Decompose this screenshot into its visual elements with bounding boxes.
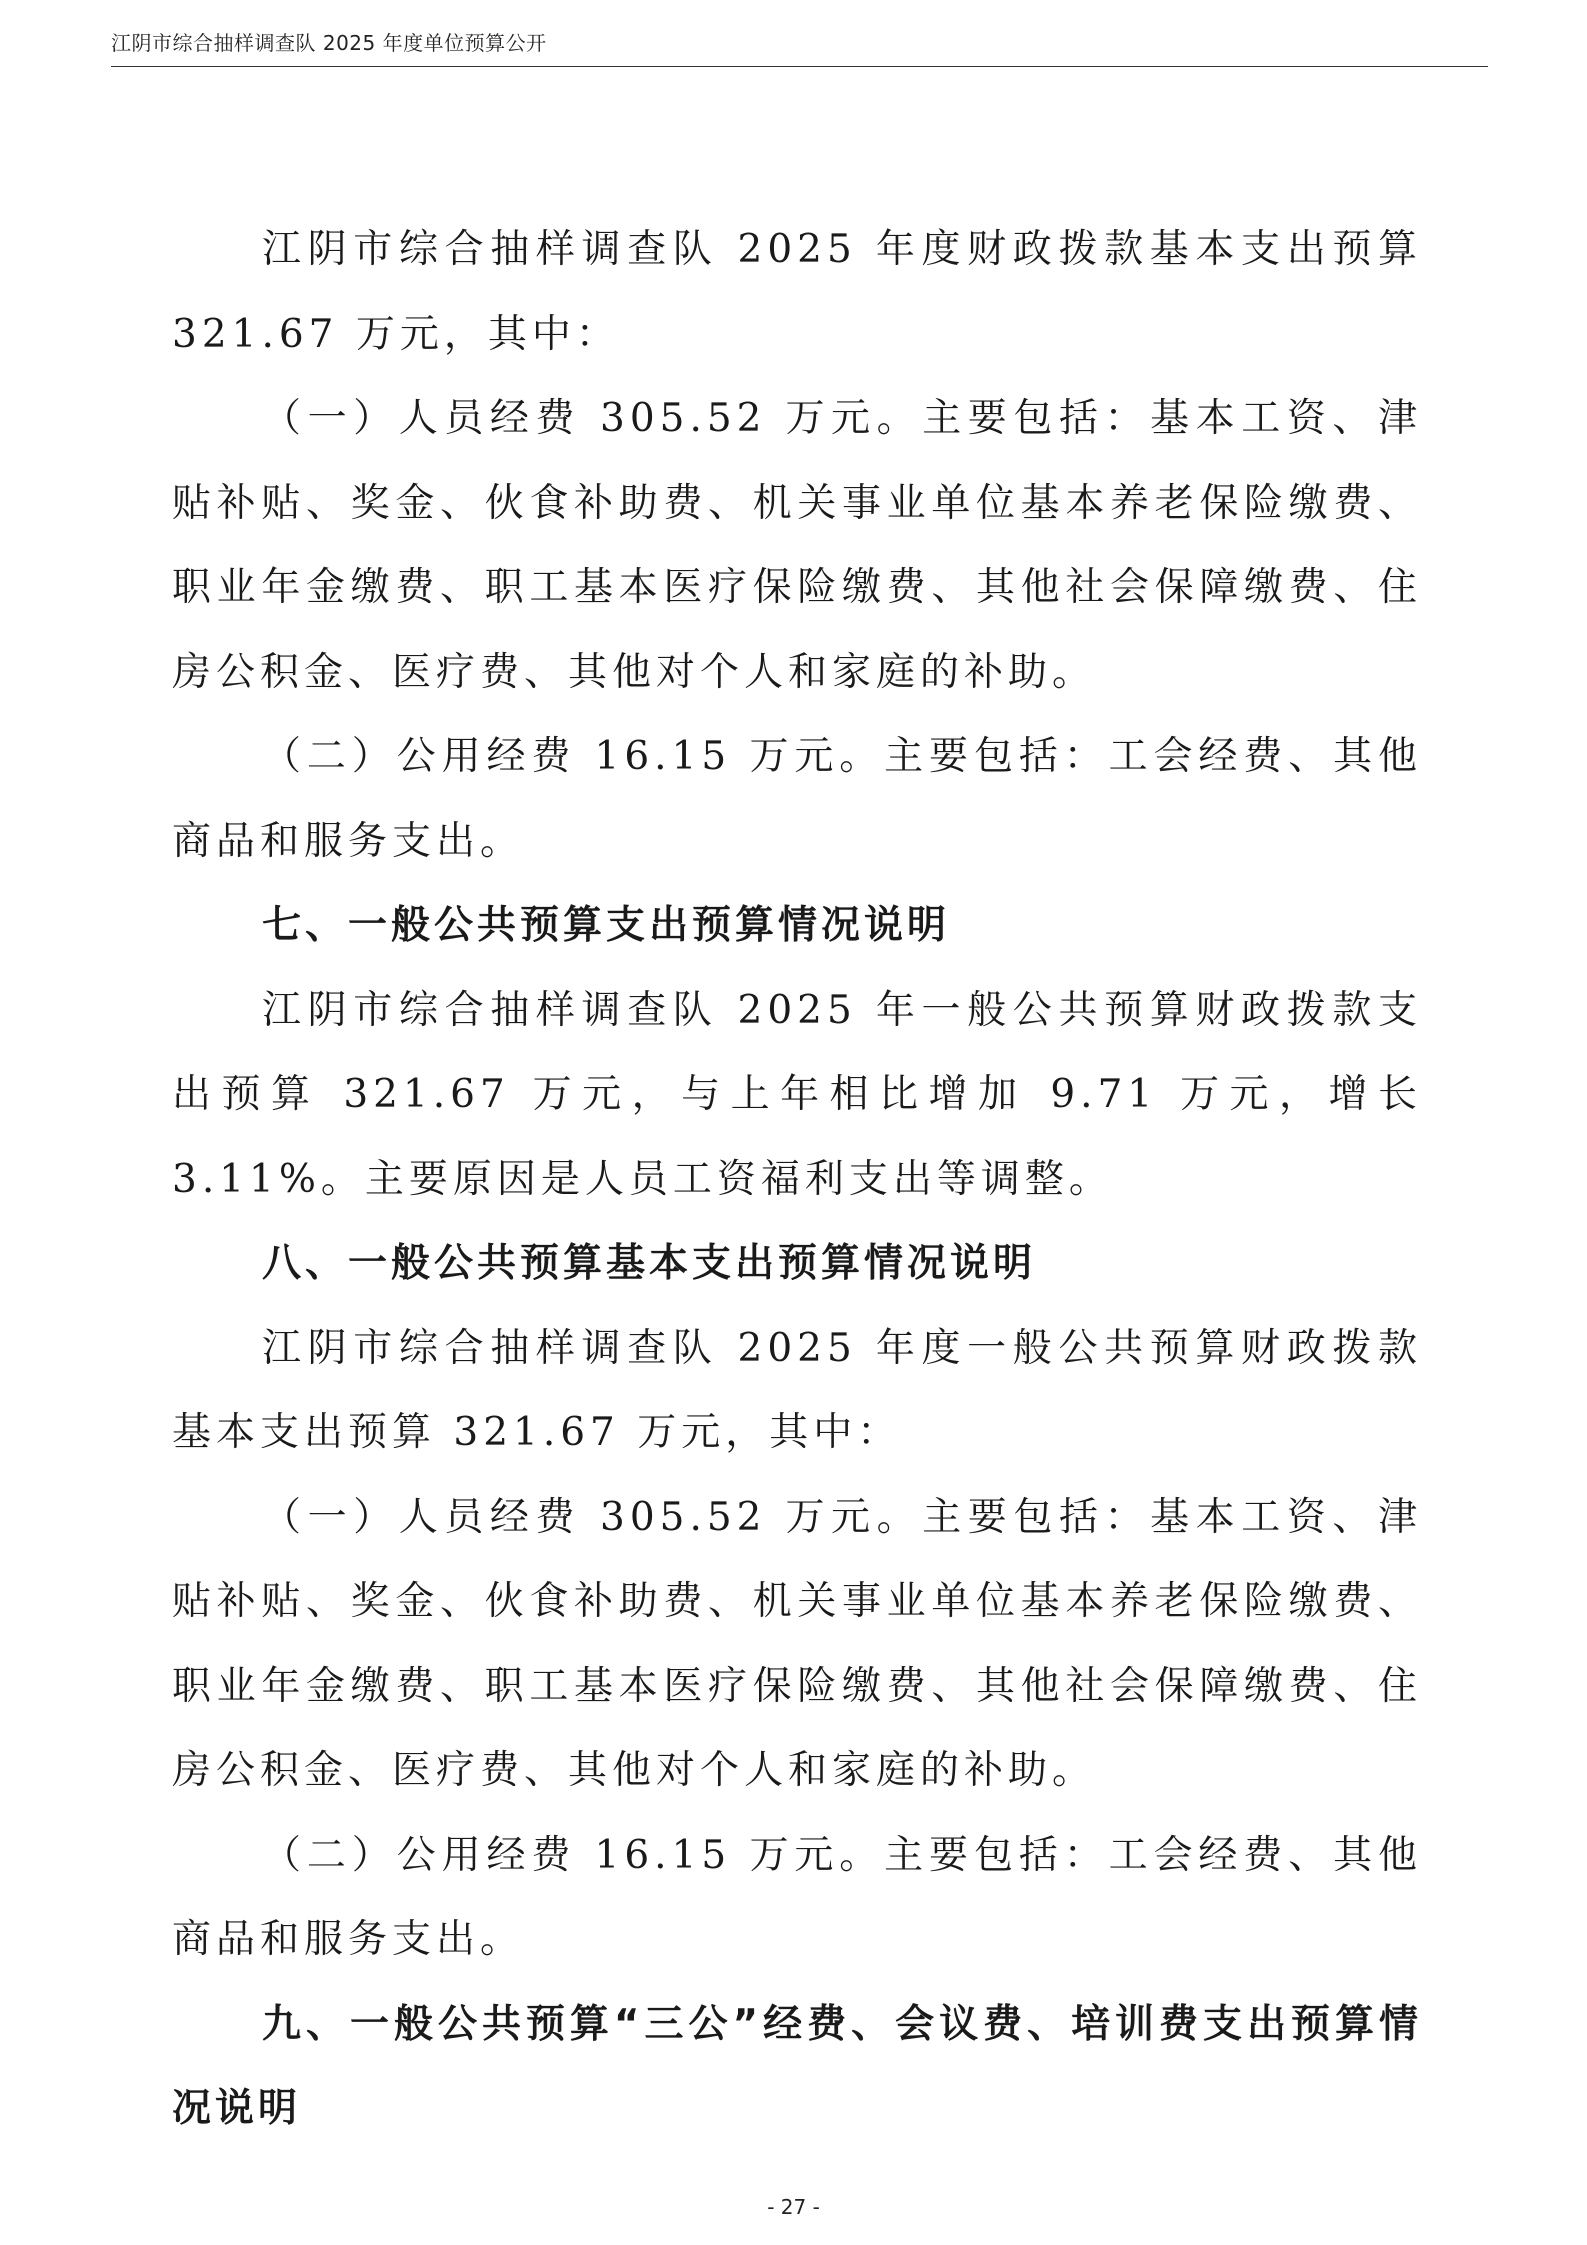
paragraph-basic-expenditure-summary: 江阴市综合抽样调查队 2025 年度财政拨款基本支出预算321.67 万元，其中： [172, 227, 1422, 357]
paragraph-personnel-expenses: （一）人员经费 305.52 万元。主要包括：基本工资、津贴补贴、奖金、伙食补助费、机关事业单位基本养老保险缴费、职业年金缴费、职工基本医疗保险缴费、其他社会保障缴费、住房公积金、医疗费、其他对个人和家庭的补助。 [172, 396, 1422, 695]
paragraph-general-basic-expenditure-summary: 江阴市综合抽样调查队 2025 年度一般公共预算财政拨款基本支出预算 321.67 万元，其中： [172, 1325, 1422, 1455]
section-heading-7: 七、一般公共预算支出预算情况说明 [262, 903, 951, 948]
paragraph-personnel-expenses-2: （一）人员经费 305.52 万元。主要包括：基本工资、津贴补贴、奖金、伙食补助费、机关事业单位基本养老保险缴费、职业年金缴费、职工基本医疗保险缴费、其他社会保障缴费、住房公积金、医疗费、其他对个人和家庭的补助。 [172, 1494, 1422, 1793]
section-heading-9: 九、一般公共预算“三公”经费、会议费、培训费支出预算情况说明 [172, 2001, 1422, 2131]
page-number: - 27 - [767, 2195, 820, 2219]
paragraph-general-budget-expenditure: 江阴市综合抽样调查队 2025 年一般公共预算财政拨款支出预算 321.67 万元，与上年相比增加 9.71 万元，增长 3.11%。主要原因是人员工资福利支出等调整。 [172, 987, 1422, 1202]
header-title: 江阴市综合抽样调查队 2025 年度单位预算公开 [111, 31, 547, 55]
paragraph-public-expenses: （二）公用经费 16.15 万元。主要包括：工会经费、其他商品和服务支出。 [172, 734, 1422, 864]
paragraph-public-expenses-2: （二）公用经费 16.15 万元。主要包括：工会经费、其他商品和服务支出。 [172, 1832, 1422, 1962]
page-header [111, 28, 1488, 67]
section-heading-8: 八、一般公共预算基本支出预算情况说明 [262, 1241, 1037, 1286]
document-body [172, 208, 1422, 2152]
